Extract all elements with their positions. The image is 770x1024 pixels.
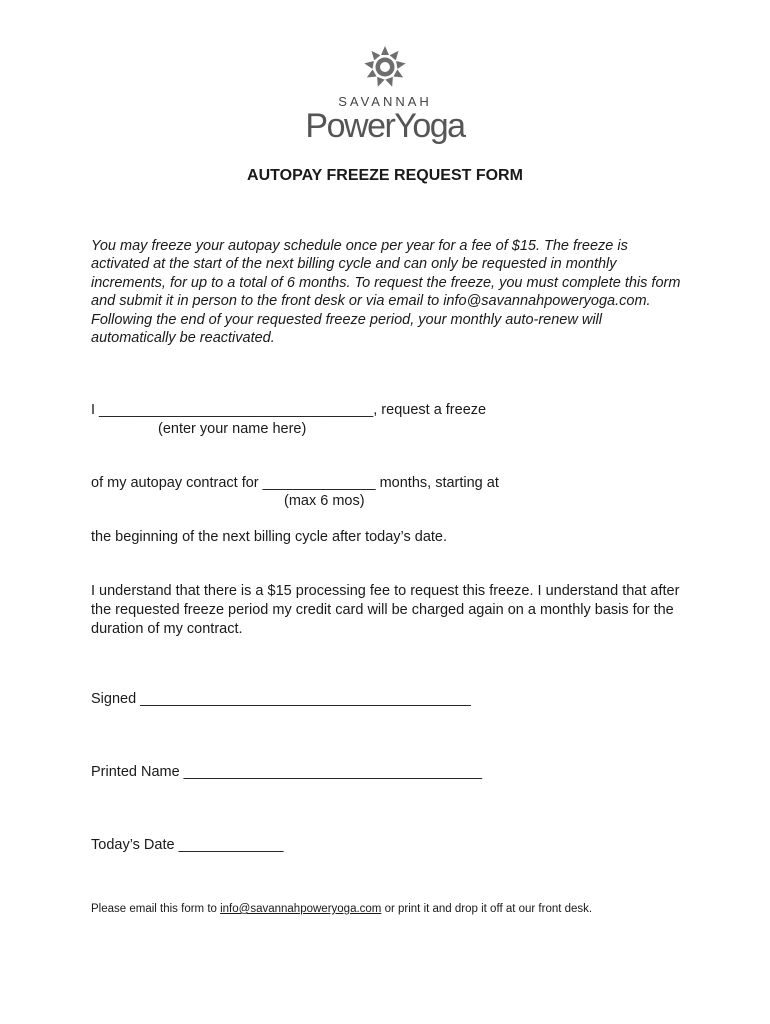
logo-main-text: PowerYoga [305,107,465,145]
footer-text-before: Please email this form to [91,903,221,915]
name-hint: (enter your name here) [158,421,307,437]
footer-email-link[interactable]: info@savannahpoweryoga.com [220,903,382,915]
signed-line: Signed _________________________________________ [91,691,471,707]
page-title: AUTOPAY FREEZE REQUEST FORM [247,167,523,184]
printed-name-line: Printed Name _____________________________________ [91,764,483,780]
logo [300,44,470,154]
fee-paragraph: I understand that there is a $15 processing fee to request this freeze. I understand that after the requested freeze period my credit card will be charged again on a monthly basis for the duration of my contract. [91,583,680,637]
footer-note [91,903,592,915]
cycle-line: the beginning of the next billing cycle after today’s date. [91,529,448,545]
footer-text-after: or print it and drop it off at our front desk. [381,903,593,915]
logo-top-text: SAVANNAH [338,94,432,109]
months-line: of my autopay contract for ______________ months, starting at [91,475,499,491]
star-logo-icon [362,44,408,90]
intro-paragraph: You may freeze your autopay schedule once per year for a fee of $15. The freeze is activated at the start of the next billing cycle and can only be requested in monthly increments, for up to a total of 6 months. To request the freeze, you must complete this form and submit it in person to the front desk or via email to info@savannahpoweryoga.com. Following the end of your requested freeze period, your monthly auto-renew will automatically be reactivated. [91,238,681,347]
name-line: I __________________________________, request a freeze [91,402,487,418]
months-hint: (max 6 mos) [284,493,365,509]
todays-date-line: Today’s Date _____________ [91,837,284,853]
